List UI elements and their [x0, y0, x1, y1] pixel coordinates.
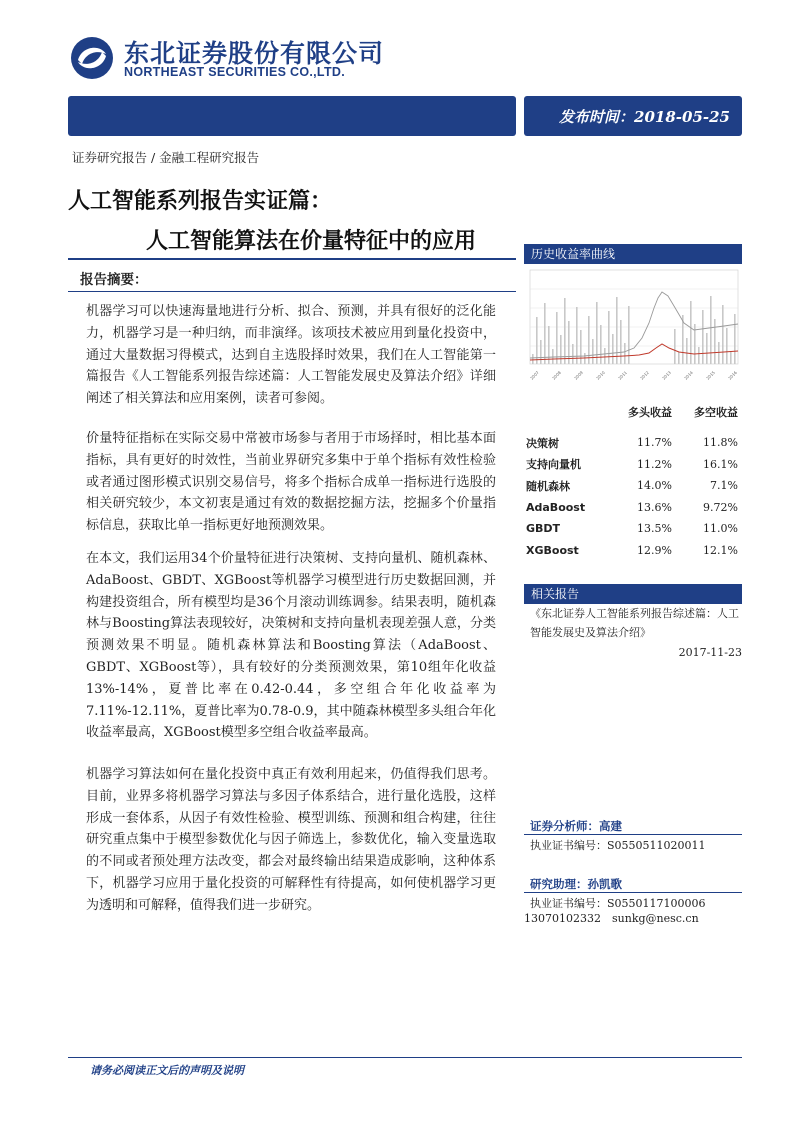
model-name: XGBoost	[526, 543, 579, 557]
volatility-bar	[556, 312, 558, 364]
svg-text:2014: 2014	[683, 369, 694, 381]
report-title-line1: 人工智能系列报告实证篇：	[68, 189, 333, 214]
volatility-bar	[604, 348, 606, 364]
volatility-bar	[580, 330, 582, 364]
volatility-bar	[718, 342, 720, 364]
model-name: 支持向量机	[526, 458, 581, 472]
long-return: 14.0%	[637, 479, 672, 493]
volatility-bar	[608, 311, 610, 364]
volatility-bar	[726, 328, 728, 364]
volatility-bar	[678, 352, 680, 364]
table-row	[526, 475, 742, 497]
volatility-bar	[560, 335, 562, 364]
svg-text:2009: 2009	[573, 369, 584, 381]
volatility-bar	[702, 310, 704, 364]
abstract-divider	[68, 291, 516, 292]
long-short-return: 12.1%	[703, 543, 738, 557]
long-short-return: 9.72%	[703, 500, 738, 514]
volatility-bar	[734, 314, 736, 364]
table-header: 多头收益	[628, 406, 672, 419]
svg-text:2008: 2008	[551, 369, 562, 381]
company-logo-icon	[70, 36, 114, 80]
volatility-bar	[620, 320, 622, 364]
volatility-bar	[686, 338, 688, 364]
related-report-date: 2017-11-23	[678, 646, 742, 659]
long-return: 12.9%	[637, 543, 672, 557]
long-return: 13.5%	[637, 522, 672, 536]
breadcrumb: 证券研究报告 / 金融工程研究报告	[72, 150, 260, 165]
assistant-name: 研究助理：孙凯歌	[530, 877, 622, 891]
header-band	[68, 96, 516, 136]
volatility-bar	[710, 296, 712, 364]
volatility-bar	[600, 325, 602, 364]
volatility-bar	[584, 353, 586, 364]
svg-text:2013: 2013	[661, 369, 672, 381]
analyst-divider	[524, 834, 742, 835]
related-report-title[interactable]: 《东北证券人工智能系列报告综述篇：人工智能发展史及算法介绍》	[530, 607, 739, 639]
table-row	[526, 518, 742, 540]
model-name: AdaBoost	[526, 500, 586, 514]
volatility-bar	[624, 343, 626, 364]
long-return: 11.2%	[637, 457, 672, 471]
volatility-bar	[552, 349, 554, 364]
volatility-bar	[674, 329, 676, 364]
volatility-bar	[690, 301, 692, 364]
volatility-bar	[706, 333, 708, 364]
svg-text:2010: 2010	[595, 369, 606, 381]
volatility-bar	[564, 298, 566, 364]
abstract-paragraph: 价量特征指标在实际交易中常被市场参与者用于市场择时，相比基本面指标，具有更好的时效性，当前业界研究多集中于单个指标有效性检验或者通过图形模式识别交易信号，将多个指标合成单一指标进行选股的相关研究较少，本文初衷是通过有效的数据挖掘方法，挖掘多个价量指标信息，获取比单一指标更好地预测效果。	[86, 431, 496, 534]
report-title-line2: 人工智能算法在价量特征中的应用	[146, 229, 477, 254]
assistant-cert: 执业证书编号：S0550117100006	[530, 897, 706, 910]
abstract-paragraph: 在本文，我们运用34个价量特征进行决策树、支持向量机、随机森林、AdaBoost、GBDT、XGBoost等机器学习模型进行历史数据回测，并构建投资组合，所有模型均是36个月滚动训练调参。结果表明，随机森林与Boosting算法表现较好，决策树和支持向量机表现差强人意，分类预测效果不明显。随机森林算法和Boosting算法（AdaBoost、GBDT、XGBoost等），具有较好的分类预测效果，第10组年化收益13%-14%，夏普比率在0.42-0.44，多空组合年化收益率为7.11%-12.11%，夏普比率为0.78-0.9，其中随森林模型多头组合年化收益率最高，XGBoost模型多空组合收益率最高。	[86, 551, 496, 741]
assistant-email[interactable]: sunkg@nesc.cn	[612, 912, 699, 925]
model-name: 决策树	[526, 436, 559, 450]
abstract-heading: 报告摘要：	[80, 272, 148, 288]
assistant-phone: 13070102332	[524, 912, 601, 925]
volatility-bar	[568, 321, 570, 364]
table-header: 多空收益	[694, 406, 738, 419]
model-name: 随机森林	[526, 479, 570, 493]
volatility-bar	[588, 316, 590, 364]
volatility-bar	[544, 303, 546, 364]
svg-text:2015: 2015	[705, 369, 716, 381]
performance-table	[526, 404, 742, 561]
company-name-cn: 东北证券股份有限公司	[124, 39, 385, 68]
volatility-bar	[592, 339, 594, 364]
volatility-bar	[698, 347, 700, 364]
title-divider	[68, 258, 516, 260]
table-header	[526, 404, 610, 432]
volatility-bar	[616, 297, 618, 364]
long-return: 13.6%	[637, 500, 672, 514]
abstract-paragraph: 机器学习可以快速海量地进行分析、拟合、预测，并具有很好的泛化能力，机器学习是一种归纳，而非演绎。该项技术被应用到量化投资中，通过大量数据习得模式，达到自主选股择时效果，我们在人工智能第一篇报告《人工智能系列报告综述篇：人工智能发展史及算法介绍》详细阐述了相关算法和应用案例，读者可参阅。	[86, 304, 496, 407]
svg-text:2012: 2012	[639, 369, 650, 381]
table-row	[526, 454, 742, 476]
footer-disclaimer: 请务必阅读正文后的声明及说明	[90, 1064, 244, 1077]
long-short-return: 7.1%	[710, 479, 738, 493]
company-name-en: NORTHEAST SECURITIES CO.,LTD.	[124, 65, 345, 79]
volatility-bar	[714, 319, 716, 364]
volatility-bar	[536, 317, 538, 364]
long-short-return: 11.0%	[703, 522, 738, 536]
long-short-return: 16.1%	[703, 457, 738, 471]
table-row	[526, 540, 742, 562]
volatility-bar	[722, 305, 724, 364]
svg-text:2016: 2016	[727, 369, 738, 381]
volatility-bar	[576, 307, 578, 364]
table-row	[526, 432, 742, 454]
volatility-bar	[730, 351, 732, 364]
svg-text:2007: 2007	[529, 369, 540, 381]
analyst-cert: 执业证书编号：S0550511020011	[530, 839, 706, 852]
volatility-bar	[612, 334, 614, 364]
long-short-return: 11.8%	[703, 436, 738, 450]
abstract-paragraph: 机器学习算法如何在量化投资中真正有效利用起来，仍值得我们思考。目前，业界多将机器学习算法与多因子体系结合，进行量化选股，这样形成一套体系，从因子有效性检验、模型训练、预测和组合构建，往往研究重点集中于模型参数优化与因子筛选上，参数优化，输入变量选取的不同或者预处理方法改变，都会对最终输出结果造成影响，这种体系下，机器学习应用于量化投资的可解释性有待提高，如何使机器学习更为透明和可解释，值得我们进一步研究。	[86, 767, 496, 913]
assistant-divider	[524, 892, 742, 893]
model-name: GBDT	[526, 522, 561, 536]
related-reports-heading: 相关报告	[524, 584, 742, 604]
footer-divider	[68, 1057, 742, 1058]
chart-heading: 历史收益率曲线	[524, 244, 742, 264]
svg-text:2011: 2011	[617, 369, 628, 381]
return-curve-chart	[524, 268, 742, 398]
volatility-bar	[540, 340, 542, 364]
volatility-bar	[548, 326, 550, 364]
x-axis-ticks	[529, 370, 738, 381]
volatility-bar	[532, 354, 534, 364]
volatility-bar	[572, 344, 574, 364]
long-return: 11.7%	[637, 436, 672, 450]
table-row	[526, 497, 742, 519]
publish-date: 发布时间：2018-05-25	[524, 96, 742, 136]
analyst-name: 证券分析师：高建	[530, 819, 622, 833]
